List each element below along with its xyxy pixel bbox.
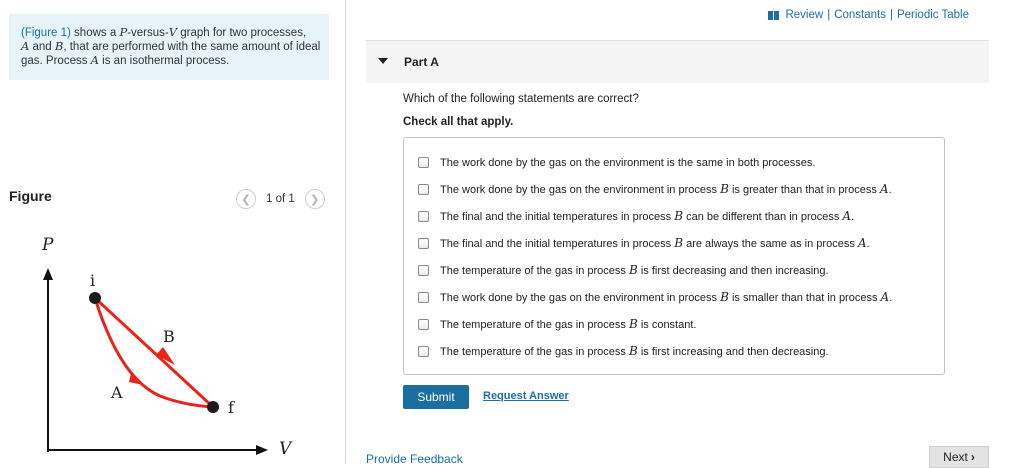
option-checkbox[interactable] xyxy=(418,265,429,276)
next-label: Next xyxy=(943,450,968,464)
chevron-right-icon: › xyxy=(970,450,975,464)
option-item[interactable] xyxy=(418,315,696,333)
option-label: The final and the initial temperatures in process B are always the same as in process A. xyxy=(440,236,870,250)
option-label: The work done by the gas on the environment in process B is smaller than that in process A. xyxy=(440,290,893,304)
option-item[interactable] xyxy=(418,288,892,306)
figure-title: Figure xyxy=(9,188,52,204)
submit-button[interactable]: Submit xyxy=(403,385,469,409)
intro-text-part: -versus- xyxy=(127,27,169,39)
figure-pager xyxy=(236,188,325,210)
point-initial-label: i xyxy=(90,271,96,290)
var-v: V xyxy=(168,25,178,39)
option-label: The temperature of the gas in process B is constant. xyxy=(440,317,697,331)
right-pane xyxy=(346,0,1011,464)
problem-intro-box xyxy=(9,14,329,80)
var-a: A xyxy=(90,53,99,67)
part-title: Part A xyxy=(404,55,439,69)
periodic-table-link[interactable]: Periodic Table xyxy=(896,9,969,21)
x-axis-label: V xyxy=(279,439,292,459)
part-a-header[interactable] xyxy=(366,41,989,83)
option-checkbox[interactable] xyxy=(418,238,429,249)
constants-link[interactable]: Constants xyxy=(834,9,886,21)
review-link[interactable]: Review xyxy=(785,9,824,21)
var-a: A xyxy=(21,39,30,53)
book-icon xyxy=(768,11,779,20)
y-axis-arrow xyxy=(43,268,53,280)
option-item[interactable] xyxy=(418,261,829,279)
curve-a-arrow xyxy=(129,373,143,385)
y-axis-label: P xyxy=(42,235,54,255)
option-item[interactable] xyxy=(418,234,870,252)
next-button[interactable] xyxy=(929,446,989,468)
option-item[interactable] xyxy=(418,342,829,360)
intro-text-part: , that are performed with the same amount of ideal gas. Process xyxy=(21,41,321,67)
question-text: Which of the following statements are correct? xyxy=(403,93,639,105)
separator: | xyxy=(889,9,893,21)
var-p: P xyxy=(119,25,128,39)
intro-text-part: shows a xyxy=(70,27,120,39)
pv-graph xyxy=(30,230,310,462)
option-checkbox[interactable] xyxy=(418,184,429,195)
instruction-text: Check all that apply. xyxy=(403,116,514,128)
left-pane xyxy=(0,0,346,464)
option-label: The work done by the gas on the environment is the same in both processes. xyxy=(440,157,816,169)
intro-text-part: is an isothermal process. xyxy=(98,55,230,67)
option-label: The final and the initial temperatures in process B can be different than in process A. xyxy=(440,209,855,223)
option-label: The temperature of the gas in process B is first decreasing and then increasing. xyxy=(440,263,829,277)
curve-b-label: B xyxy=(163,327,175,346)
intro-text-part: graph for two processes, xyxy=(177,27,307,39)
option-checkbox[interactable] xyxy=(418,211,429,222)
option-label: The temperature of the gas in process B is first increasing and then decreasing. xyxy=(440,344,829,358)
option-item[interactable] xyxy=(418,207,854,225)
toolbar-links xyxy=(768,9,969,21)
intro-text-part: and xyxy=(29,41,55,53)
point-initial xyxy=(89,292,101,304)
option-item[interactable] xyxy=(418,180,892,198)
var-b: B xyxy=(54,39,64,53)
separator: | xyxy=(827,9,831,21)
option-checkbox[interactable] xyxy=(418,346,429,357)
curve-a-label: A xyxy=(111,383,123,402)
point-final xyxy=(207,401,219,413)
chevron-left-icon[interactable]: ❮ xyxy=(236,189,256,209)
chevron-right-icon[interactable]: ❯ xyxy=(305,189,325,209)
option-checkbox[interactable] xyxy=(418,292,429,303)
request-answer-link[interactable]: Request Answer xyxy=(483,390,569,402)
option-label: The work done by the gas on the environment in process B is greater than that in process A. xyxy=(440,182,892,196)
provide-feedback-link[interactable]: Provide Feedback xyxy=(366,452,463,466)
x-axis-arrow xyxy=(256,445,268,455)
caret-down-icon[interactable] xyxy=(378,58,388,64)
option-checkbox[interactable] xyxy=(418,157,429,168)
option-checkbox[interactable] xyxy=(418,319,429,330)
point-final-label: f xyxy=(228,398,234,417)
options-box xyxy=(403,137,945,375)
problem-intro-text xyxy=(21,26,321,68)
option-item[interactable] xyxy=(418,153,815,171)
figure-link[interactable]: (Figure 1) xyxy=(21,27,71,39)
pager-count: 1 of 1 xyxy=(266,193,295,205)
